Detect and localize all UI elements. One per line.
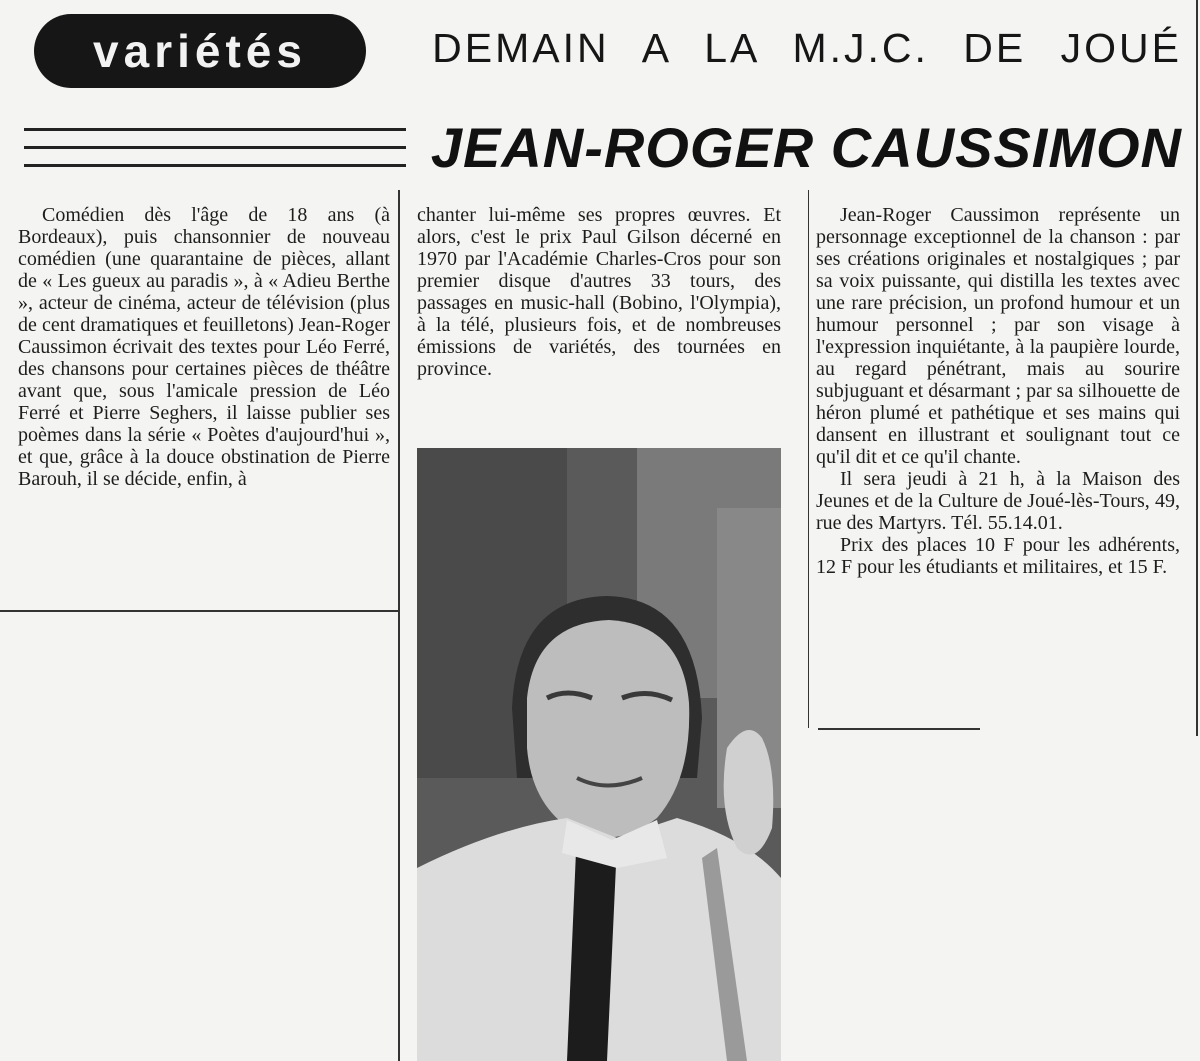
main-headline: JEAN-ROGER CAUSSIMON (430, 116, 1182, 179)
ticket-prices-paragraph: Prix des places 10 F pour les adhérents, 12 F pour les étudiants et militaires, et 15 F. (816, 534, 1180, 578)
column-divider (808, 190, 809, 728)
clipping-edge (1196, 0, 1198, 736)
article-column-3 (816, 204, 1180, 720)
rubric-label: variétés (93, 25, 307, 77)
article-paragraph: chanter lui-même ses propres œuvres. Et alors, c'est le prix Paul Gilson décerné en 1970 par l'Académie Charles-Cros pour son premier disque d'autres 33 tours, des passages en music-hall (Bobino, l'Olympia), à la télé, plusieurs fois, et de nombreuses émissions de variétés, des tournées en province. (417, 204, 781, 380)
decorative-rule (24, 128, 406, 131)
column-divider (398, 190, 400, 1061)
decorative-rule (24, 164, 406, 167)
kicker-headline: DEMAIN A LA M.J.C. DE JOUÉ (432, 25, 1182, 71)
article-column-1 (18, 204, 390, 594)
event-details-paragraph: Il sera jeudi à 21 h, à la Maison des Jeunes et de la Culture de Joué-lès-Tours, 49, rue des Martyrs. Tél. 55.14.01. (816, 468, 1180, 534)
portrait-photo (417, 448, 781, 1061)
article-paragraph: Comédien dès l'âge de 18 ans (à Bordeaux), puis chansonnier de nouveau comédien (une quarantaine de pièces, allant de « Les gueux au paradis », à « Adieu Berthe », acteur de cinéma, acteur de télévision (plus de cent dramatiques et feuilletons) Jean-Roger Caussimon écrivait des textes pour Léo Ferré, des chansons pour certaines pièces de théâtre avant que, sous l'amicale pression de Léo Ferré et Pierre Seghers, il laisse publier ses poèmes dans la série « Poètes d'aujourd'hui », et que, grâce à la douce obstination de Pierre Barouh, il se décide, enfin, à (18, 204, 390, 490)
article-column-2 (417, 204, 781, 414)
singer-portrait-image (417, 448, 781, 1061)
column-border-bottom (0, 610, 398, 612)
decorative-rule (24, 146, 406, 149)
article-paragraph: Jean-Roger Caussimon représente un personnage exceptionnel de la chanson : par ses créations originales et nostalgiques ; par sa voix puissante, qui distilla les textes avec une rare précision, un profond humour et un humour personnel ; par son visage à l'expression inquiétante, à la paupière lourde, au regard pénétrant, mais au sourire subjuguant et désarmant ; par sa silhouette de héron plumé et pathétique et ses mains qui dansent en illustrant et soulignant tout ce qu'il dit et ce qu'il chante. (816, 204, 1180, 468)
rubric-badge (34, 14, 366, 88)
article-end-rule (818, 728, 980, 730)
